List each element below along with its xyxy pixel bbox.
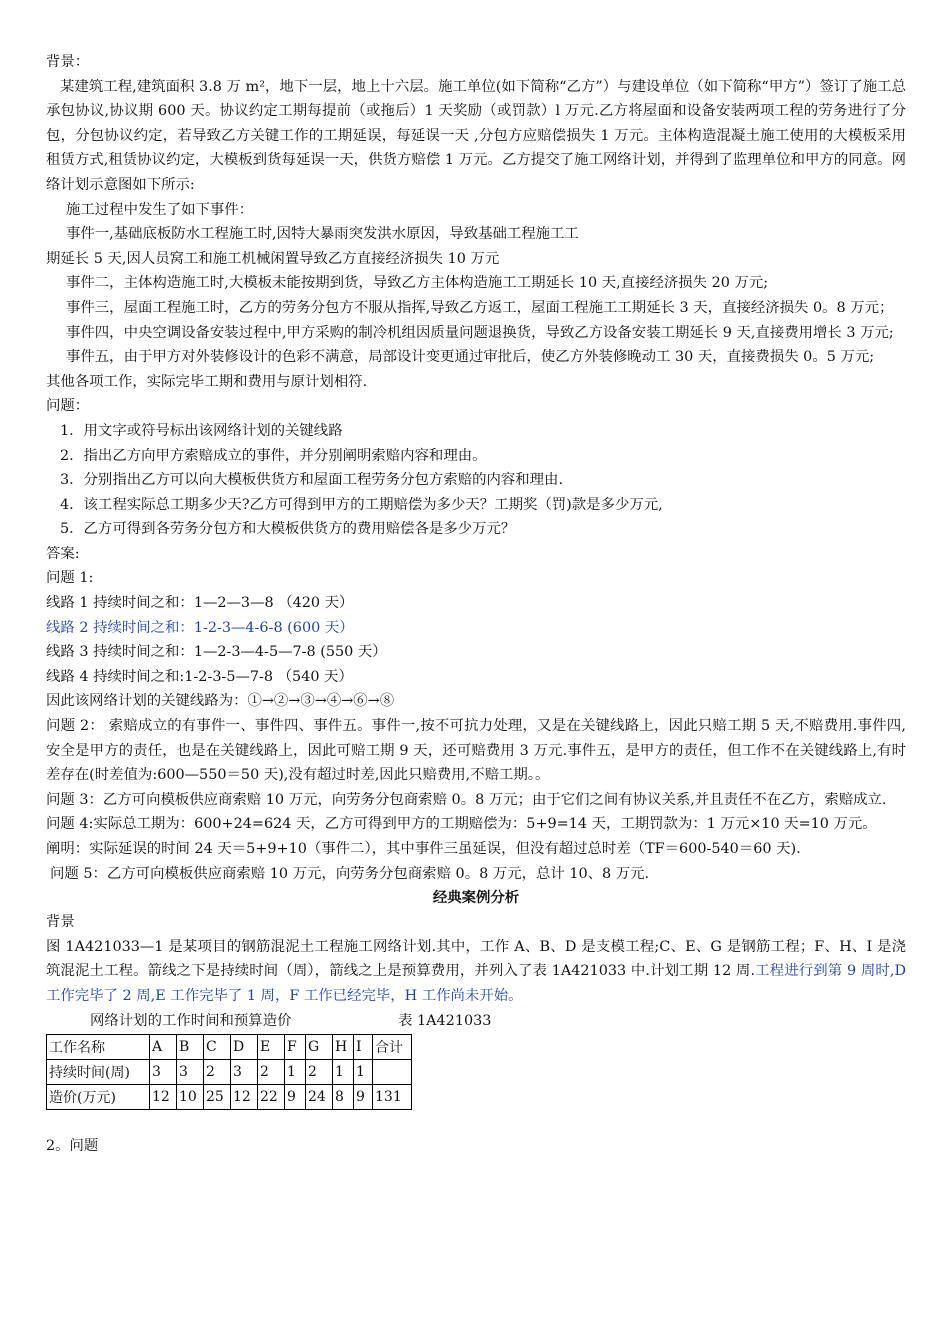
table-cell: 10: [177, 1084, 204, 1109]
table-cell: 8: [333, 1084, 354, 1109]
table-cell: 12: [150, 1084, 177, 1109]
table-caption: 网络计划的工作时间和预算造价: [90, 1012, 292, 1029]
question-item: 3．分别指出乙方可以向大模板供货方和屋面工程劳务分包方索赔的内容和理由.: [60, 472, 564, 489]
background-text: 某建筑工程,建筑面积 3.8 万 m²，地下一层，地上十六层。施工单位(如下简称“乙方”）与建设单位（如下简称“甲方”）签订了施工总承包协议,协议期 600 天。协议约定工期每提前（或拖后）1 天奖励（或罚款）l 万元.乙方将屋面和设备安装两项工程的劳务进行了分包，分包协议约定，若导致乙方关键工作的工期延误，每延误一天 ,分包方应赔偿损失 1 万元。主体构造混凝土施工使用的大模板采用租赁方式,租赁协议约定，大模板到货每延误一天，供货方赔偿 1 万元。乙方提交了施工网络计划，并得到了监理单位和甲方的同意。网络计划示意图如下所示:: [46, 78, 906, 193]
q4-explanation: 阐明：实际延误的时间 24 天＝5+9+10（事件二），其中事件三虽延误，但没有超过总时差（TF＝600-540＝60 天).: [46, 841, 801, 857]
work-cost-table: [46, 1034, 412, 1110]
table-cell: C: [204, 1034, 231, 1059]
q5-answer: 问题 5：乙方可向模板供应商索赔 10 万元，向劳务分包商索赔 0。8 万元，总计 10、8 万元.: [50, 865, 650, 882]
background-heading: 背景：: [46, 54, 90, 70]
table-cell: [373, 1059, 412, 1084]
table-cell: 2: [306, 1059, 333, 1084]
event-4: 事件四，中央空调设备安装过程中,甲方采购的制冷机组因质量问题退换货，导致乙方设备安装工期延长 9 天,直接费用增长 3 万元;: [66, 324, 894, 341]
table-number: 表 1A421033: [398, 1012, 492, 1029]
table-cell: 3: [177, 1059, 204, 1084]
table-cell: 合计: [373, 1034, 412, 1059]
events-intro: 施工过程中发生了如下事件：: [66, 201, 254, 218]
table-cell: 12: [231, 1084, 258, 1109]
table-cell: 1: [333, 1059, 354, 1084]
table-cell: 1: [354, 1059, 373, 1084]
table-cell: 131: [373, 1084, 412, 1109]
q2-answer: 问题 2： 索赔成立的有事件一、事件四、事件五。事件一,按不可抗力处理，又是在关键线路上，因此只赔工期 5 天,不赔费用.事件四,安全是甲方的责任，也是在关键线路上，因此可赔工期 9 天，还可赔费用 3 万元.事件五，是甲方的责任，但工作不在关键线路上,有时差存在(时差值为:600—550＝50 天),没有超过时差,因此只赔费用,不赔工期。。: [46, 718, 906, 784]
table-cell: 1: [285, 1059, 306, 1084]
table-caption-row: [46, 1009, 906, 1033]
route-4: 线路 4 持续时间之和:1-2-3-5—7-8 （540 天）: [46, 668, 353, 685]
answers-heading: 答案:: [46, 545, 80, 562]
table-cell: 持续时间(周): [47, 1059, 150, 1084]
route-2-critical: 线路 2 持续时间之和：1-2-3—4-6-8 (600 天）: [46, 619, 354, 636]
table-cell: H: [333, 1034, 354, 1059]
question-item: 4．该工程实际总工期多少天?乙方可得到甲方的工期赔偿为多少天？工期奖（罚)款是多少万元,: [60, 496, 663, 513]
table-cell: 2: [258, 1059, 285, 1084]
event-1-line-1: 事件一,基础底板防水工程施工时,因特大暴雨突发洪水原因，导致基础工程施工工: [66, 226, 579, 243]
table-cell: D: [231, 1034, 258, 1059]
table-cell: F: [285, 1034, 306, 1059]
table-row: [47, 1084, 412, 1109]
case-text-main: 图 1A421033—1 是某项目的钢筋混泥土工程施工网络计划.其中，工作 A、B、D 是支模工程;C、E、G 是钢筋工程；F、H、I 是浇筑混泥土工程。箭线之下是持续时间（周），箭线之上是预算费用，并列入了表 1A421033 中.计划工期 12 周.: [46, 938, 906, 980]
table-cell: 工作名称: [47, 1034, 150, 1059]
table-cell: 24: [306, 1084, 333, 1109]
table-cell: 2: [204, 1059, 231, 1084]
table-cell: G: [306, 1034, 333, 1059]
other-items: 其他各项工作，实际完毕工期和费用与原计划相符.: [46, 373, 368, 390]
q3-answer: 问题 3：乙方可向模板供应商索赔 10 万元，向劳务分包商索赔 0。8 万元；由于它们之间有协议关系,并且责任不在乙方，索赔成立.: [46, 791, 887, 808]
q1-heading: 问题 1:: [46, 570, 94, 587]
table-cell: A: [150, 1034, 177, 1059]
case-background-heading: 背景: [46, 914, 75, 931]
table-cell: I: [354, 1034, 373, 1059]
event-1-line-2: 期延长 5 天,因人员窝工和施工机械闲置导致乙方直接经济损失 10 万元: [46, 250, 500, 267]
table-cell: 22: [258, 1084, 285, 1109]
table-cell: 3: [231, 1059, 258, 1084]
table-row: [47, 1034, 412, 1059]
route-3: 线路 3 持续时间之和：1—2-3—4-5—7-8 (550 天）: [46, 644, 387, 661]
table-cell: 9: [354, 1084, 373, 1109]
critical-path: 因此该网络计划的关键线路为：①→②→③→④→⑥→⑧: [46, 693, 395, 710]
event-5: 事件五，由于甲方对外装修设计的色彩不满意，局部设计变更通过审批后，使乙方外装修晚动工 30 天，直接费损失 0。5 万元;: [66, 349, 875, 366]
question-item: 1．用文字或符号标出该网络计划的关键线路: [60, 422, 343, 439]
table-cell: 9: [285, 1084, 306, 1109]
table-cell: 造价(万元): [47, 1084, 150, 1109]
event-2: 事件二，主体构造施工时,大模板未能按期到货，导致乙方主体构造施工工期延长 10 天,直接经济损失 20 万元;: [66, 275, 769, 292]
q4-answer: 问题 4:实际总工期为：600+24=624 天，乙方可得到甲方的工期赔偿为：5+9=14 天，工期罚款为：1 万元×10 天=10 万元。: [46, 816, 877, 833]
table-cell: 3: [150, 1059, 177, 1084]
route-1: 线路 1 持续时间之和：1—2—3—8 （420 天）: [46, 595, 354, 612]
case-text: [46, 935, 906, 1009]
case-title: 经典案例分析: [432, 889, 520, 907]
next-question-heading: 2。问题: [46, 1137, 99, 1154]
questions-heading: 问题：: [46, 398, 90, 415]
table-cell: E: [258, 1034, 285, 1059]
table-cell: B: [177, 1034, 204, 1059]
question-item: 2．指出乙方向甲方索赔成立的事件，并分别阐明索赔内容和理由。: [60, 447, 487, 464]
document-page: [46, 50, 906, 1158]
event-3: 事件三，屋面工程施工时，乙方的劳务分包方不服从指挥,导致乙方返工，屋面工程施工工期延长 3 天，直接经济损失 0。8 万元；: [66, 299, 894, 316]
case-text-progress: 工程进行到第 9 周时,D 工作完毕了 2 周,E 工作完毕了 1 周，F 工作已经完毕，H 工作尚未开始。: [46, 963, 907, 1004]
table-row: [47, 1059, 412, 1084]
table-cell: 25: [204, 1084, 231, 1109]
question-item: 5．乙方可得到各劳务分包方和大模板供货方的费用赔偿各是多少万元？: [60, 521, 516, 538]
